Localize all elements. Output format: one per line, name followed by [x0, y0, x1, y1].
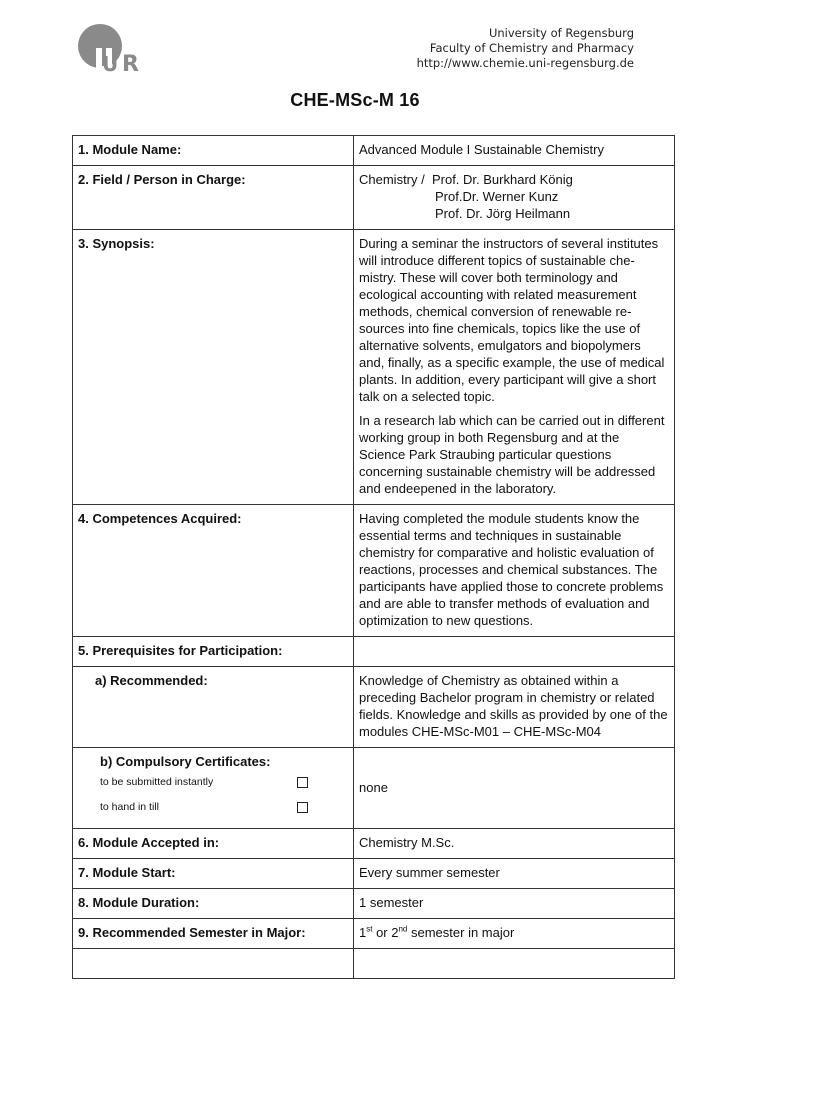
person-in-charge: Prof. Dr. Jörg Heilmann	[435, 206, 571, 221]
certificates-label: b) Compulsory Certificates:	[100, 754, 271, 769]
certificates-value-text: none	[359, 779, 388, 795]
university-name: University of Regensburg	[488, 26, 634, 40]
institution-info	[417, 26, 634, 71]
module-duration-value: 1 semester	[354, 889, 675, 919]
module-name-value: Advanced Module I Sustainable Chemistry	[354, 136, 675, 166]
faculty-name: Faculty of Chemistry and Pharmacy	[429, 41, 634, 55]
semester-suffix: semester in major	[407, 925, 515, 940]
table-row	[73, 889, 675, 919]
table-row	[73, 136, 675, 166]
recommended-label: a) Recommended:	[73, 667, 354, 748]
table-row	[73, 829, 675, 859]
table-row	[73, 667, 675, 748]
certificates-value	[354, 748, 675, 829]
table-row	[73, 748, 675, 829]
semester-first: 1	[359, 925, 367, 940]
certificate-option-till	[78, 799, 348, 816]
empty-cell	[73, 949, 354, 979]
module-table	[72, 135, 675, 979]
module-start-label: 7. Module Start:	[73, 859, 354, 889]
document-title: CHE-MSc-M 16	[290, 90, 420, 110]
synopsis-paragraph: During a seminar the instructors of several institutes will introduce different topics of sustainable che-mistry. These will cover both terminology and ecological accounting with related measurement methods, chemical conversion of renewable re-sources into fine chemicals, topics like the use of alternative solvents, emulgators and biopolymers and, finally, as a specific example, the use of medical plants. In addition, every participant will give a short talk on a selected topic.	[359, 236, 665, 404]
recommended-semester-label: 9. Recommended Semester in Major:	[73, 919, 354, 949]
recommended-semester-value	[354, 919, 675, 949]
semester-second: or 2	[372, 925, 399, 940]
ordinal-suffix: nd	[398, 924, 408, 934]
recommended-value: Knowledge of Chemistry as obtained within a preceding Bachelor program in chemistry or related fields. Knowledge and skills as provided by one of the modules CHE-MSc-M01 – CHE-MSc-M04	[354, 667, 675, 748]
ordinal-suffix: st	[366, 924, 373, 934]
table-row	[73, 637, 675, 667]
field-person-value	[354, 166, 675, 230]
certificate-option-label: to hand in till	[100, 801, 159, 813]
table-row	[73, 859, 675, 889]
instant-checkbox[interactable]	[297, 777, 308, 788]
certificate-option-instant	[78, 774, 348, 791]
synopsis-label: 3. Synopsis:	[73, 230, 354, 505]
field-name: Chemistry /	[359, 172, 425, 187]
faculty-url[interactable]: http://www.chemie.uni-regensburg.de	[416, 56, 634, 70]
empty-cell	[354, 949, 675, 979]
competences-value: Having completed the module students know the essential terms and techniques in sustainable chemistry for comparative and holistic evaluation of reactions, processes and chemical substances. The participants have applied those to concrete problems and are able to transfer methods of evaluation and optimization to new questions.	[354, 505, 675, 637]
prerequisites-label: 5. Prerequisites for Participation:	[73, 637, 354, 667]
field-person-label: 2. Field / Person in Charge:	[73, 166, 354, 230]
certificates-cell	[73, 748, 354, 829]
svg-text:R: R	[122, 52, 139, 74]
synopsis-paragraph: In a research lab which can be carried out in different working group in both Regensburg and at the Science Park Straubing particular questions concerning sustainable chemistry will be addressed and endeepened in the laboratory.	[359, 413, 665, 496]
table-row	[73, 166, 675, 230]
certificate-option-label: to be submitted instantly	[100, 776, 214, 788]
table-row	[73, 505, 675, 637]
university-logo	[76, 22, 148, 74]
module-name-label: 1. Module Name:	[73, 136, 354, 166]
person-in-charge: Prof.Dr. Werner Kunz	[435, 189, 559, 204]
svg-text:U: U	[102, 52, 119, 74]
table-row	[73, 919, 675, 949]
module-duration-label: 8. Module Duration:	[73, 889, 354, 919]
synopsis-value	[354, 230, 675, 505]
module-start-value: Every summer semester	[354, 859, 675, 889]
accepted-in-value: Chemistry M.Sc.	[354, 829, 675, 859]
table-row-empty	[73, 949, 675, 979]
prerequisites-value	[354, 637, 675, 667]
till-checkbox[interactable]	[297, 802, 308, 813]
table-row	[73, 230, 675, 505]
accepted-in-label: 6. Module Accepted in:	[73, 829, 354, 859]
person-in-charge: Prof. Dr. Burkhard König	[431, 172, 573, 187]
competences-label: 4. Competences Acquired:	[73, 505, 354, 637]
